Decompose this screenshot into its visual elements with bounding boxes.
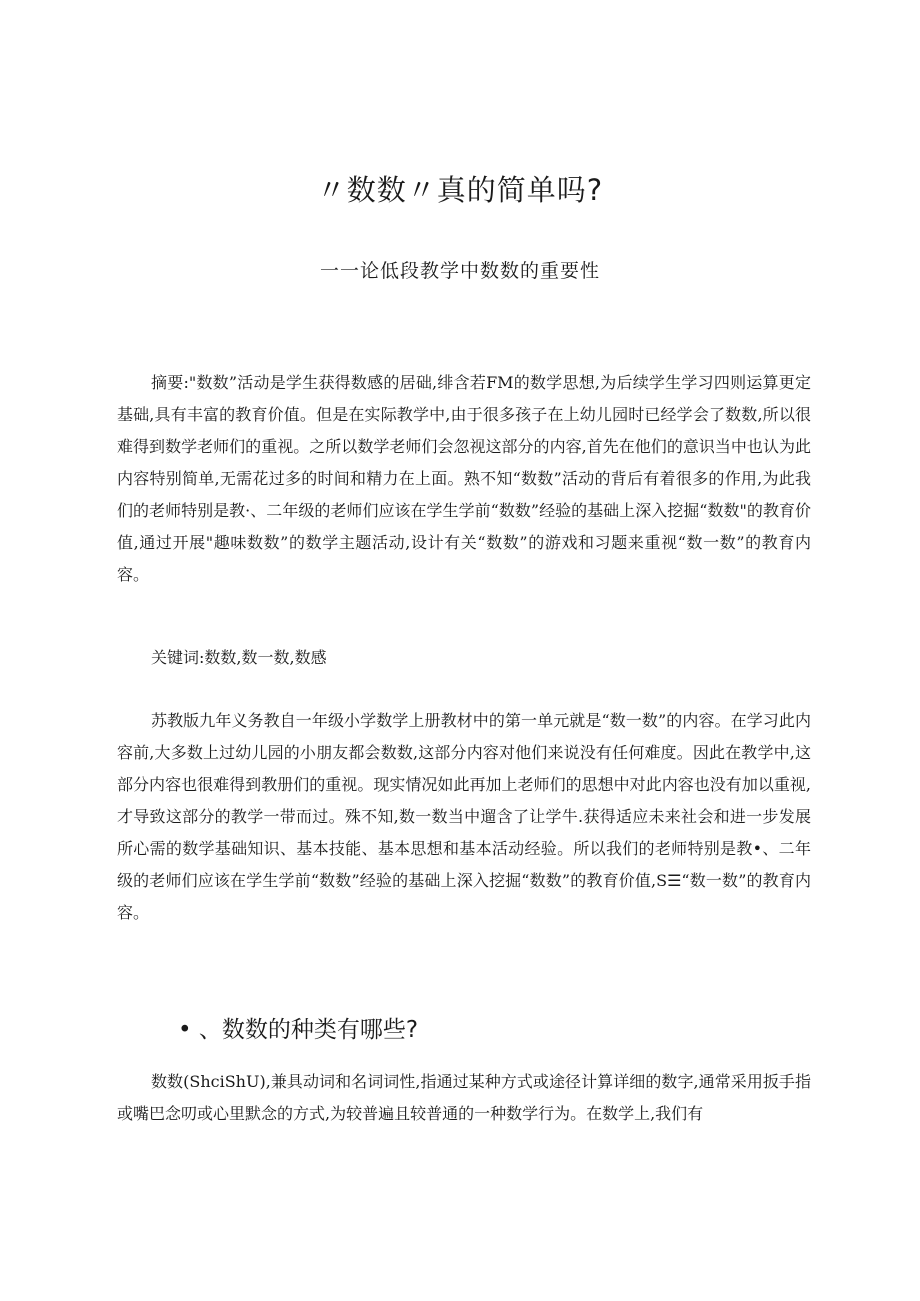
document-subtitle: 一一论低段教学中数数的重要性	[319, 260, 600, 282]
body-paragraph-definition: 数数(ShciShU),兼具动词和名词词性,指通过某种方式或途径计算详细的数字,通常采用扳手指或嘴巴念叨或心里默念的方式,为较普遍且较普通的一种数学行为。在数学上,我们有	[117, 1072, 811, 1123]
body-paragraph-intro: 苏教版九年义务教自一年级小学数学上册教材中的第一单元就是“数一数”的内容。在学习此内容前,大多数上过幼儿园的小朋友都会数数,这部分内容对他们来说没有任何难度。因此在教学中,这部分内容也很难得到教册们的重视。现实情况如此再加上老师们的思想中对此内容也没有加以重视,才导致这部分的教学一带而过。殊不知,数一数当中遛含了让学牛.获得适应未来社会和进一步发展所心需的数学基础知识、基本技能、基本思想和基本活动经验。所以我们的老师特别是教•、二年级的老师们应该在学生学前“数数”经验的基础上深入挖掘“数数”的教育价值,S☰“数一数”的教育内容。	[117, 711, 811, 922]
abstract-paragraph: 摘要:"数数”活动是学生获得数感的居础,绯含若FM的数学思想,为后续学生学习四则运算更定基础,具有丰富的教育价值。但是在实际教学中,由于很多孩子在上幼儿园时已经学会了数数,所以很难得到数学老师们的重视。之所以数学老师们会忽视这部分的内容,首先在他们的意识当中也认为此内容特别简单,无需花过多的时间和精力在上面。熟不知“数数”活动的背后有着很多的作用,为此我们的老师特别是教·、二年级的老师们应该在学生学前“数数”经验的基础上深入挖掘“数数"的教育价值,通过开展"趣味数数”的数学主题活动,设计有关“数数”的游戏和习题来重视“数一数”的教育内容。	[117, 373, 811, 584]
keywords-paragraph: 关键词:数数,数一数,数感	[151, 648, 327, 667]
section-heading: • 、数数的种类有哪些?	[178, 1017, 419, 1043]
document-title: 〃数数〃真的简单吗?	[316, 173, 604, 207]
